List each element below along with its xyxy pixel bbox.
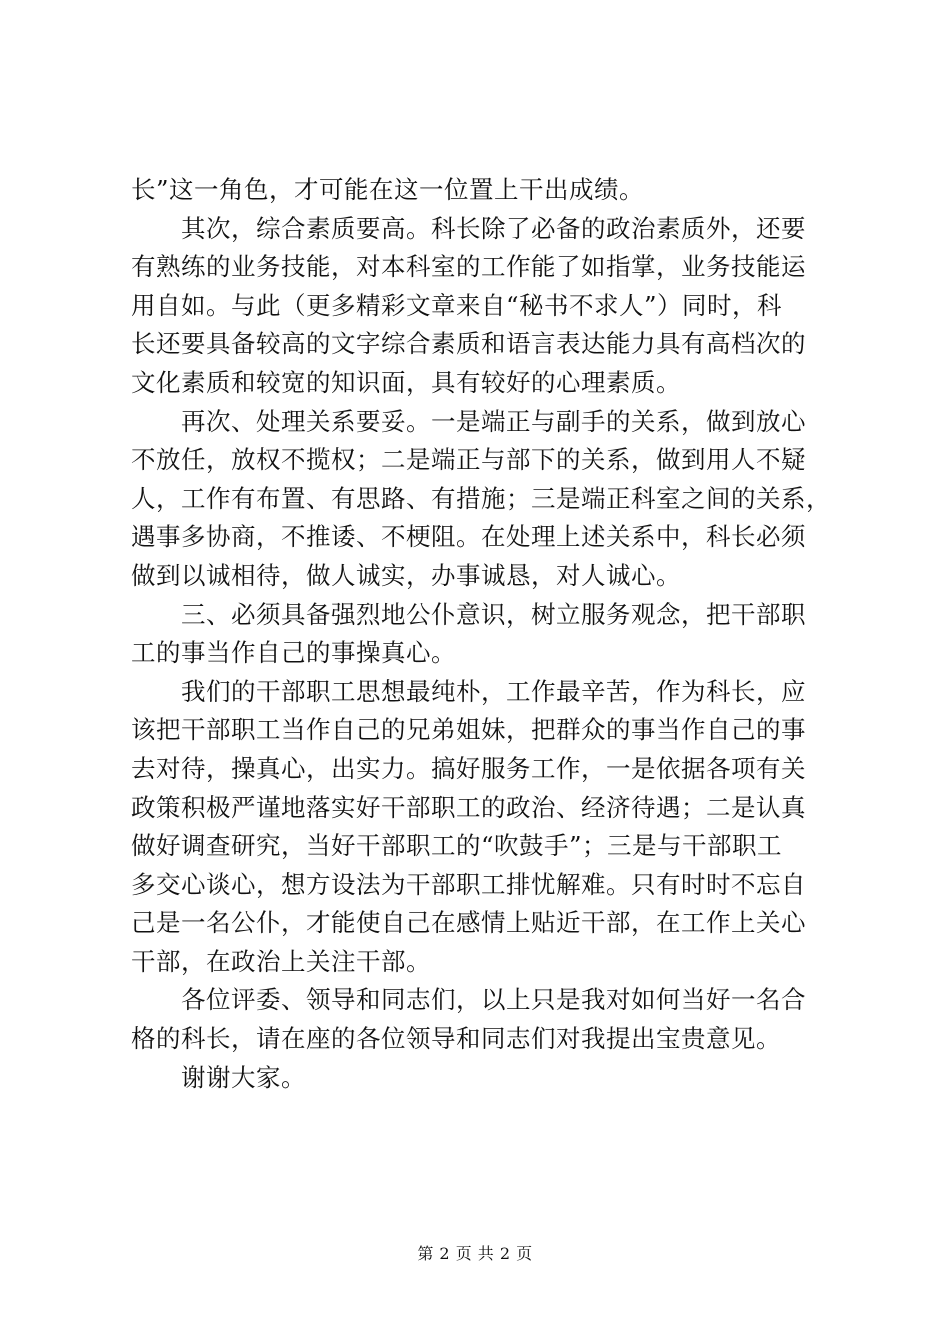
document-body	[131, 171, 831, 1097]
text-line: 不放任，放权不揽权；二是端正与部下的关系，做到用人不疑	[131, 445, 806, 475]
text-line: 政策积极严谨地落实好干部职工的政治、经济待遇；二是认真	[131, 792, 806, 822]
text-line: 各位评委、领导和同志们，以上只是我对如何当好一名合	[131, 985, 806, 1015]
text-line: 用自如。与此（更多精彩文章来自“秘书不求人”）同时，科	[131, 290, 783, 320]
text-line: 长”这一角色，才可能在这一位置上干出成绩。	[131, 175, 645, 204]
text-line: 做好调查研究，当好干部职工的“吹鼓手”；三是与干部职工	[131, 831, 783, 861]
text-line: 三、必须具备强烈地公仆意识，树立服务观念，把干部职	[131, 599, 806, 629]
text-line: 工的事当作自己的事操真心。	[131, 638, 456, 668]
text-line: 谢谢大家。	[131, 1062, 306, 1092]
text-line: 遇事多协商，不推诿、不梗阻。在处理上述关系中，科长必须	[131, 522, 806, 552]
text-line: 格的科长，请在座的各位领导和同志们对我提出宝贵意见。	[131, 1024, 781, 1054]
text-line: 多交心谈心，想方设法为干部职工排忧解难。只有时时不忘自	[131, 869, 806, 899]
text-line: 我们的干部职工思想最纯朴，工作最辛苦，作为科长，应	[131, 676, 806, 706]
text-line: 长还要具备较高的文字综合素质和语言表达能力具有高档次的	[131, 329, 806, 359]
text-line: 己是一名公仆，才能使自己在感情上贴近干部，在工作上关心	[131, 908, 806, 938]
text-line: 人，工作有布置、有思路、有措施；三是端正科室之间的关系，	[131, 483, 831, 513]
text-line: 文化素质和较宽的知识面，具有较好的心理素质。	[131, 367, 681, 397]
text-line: 做到以诚相待，做人诚实，办事诚恳，对人诚心。	[131, 560, 681, 590]
page-number-footer: 第 2 页 共 2 页	[417, 1244, 533, 1263]
text-line: 干部，在政治上关注干部。	[131, 946, 431, 976]
text-line: 去对待，操真心，出实力。搞好服务工作，一是依据各项有关	[131, 753, 806, 783]
text-line: 该把干部职工当作自己的兄弟姐妹，把群众的事当作自己的事	[131, 715, 806, 745]
text-line: 再次、处理关系要妥。一是端正与副手的关系，做到放心	[131, 406, 806, 436]
text-line: 有熟练的业务技能，对本科室的工作能了如指掌，业务技能运	[131, 252, 806, 282]
text-line: 其次，综合素质要高。科长除了必备的政治素质外，还要	[131, 213, 806, 243]
